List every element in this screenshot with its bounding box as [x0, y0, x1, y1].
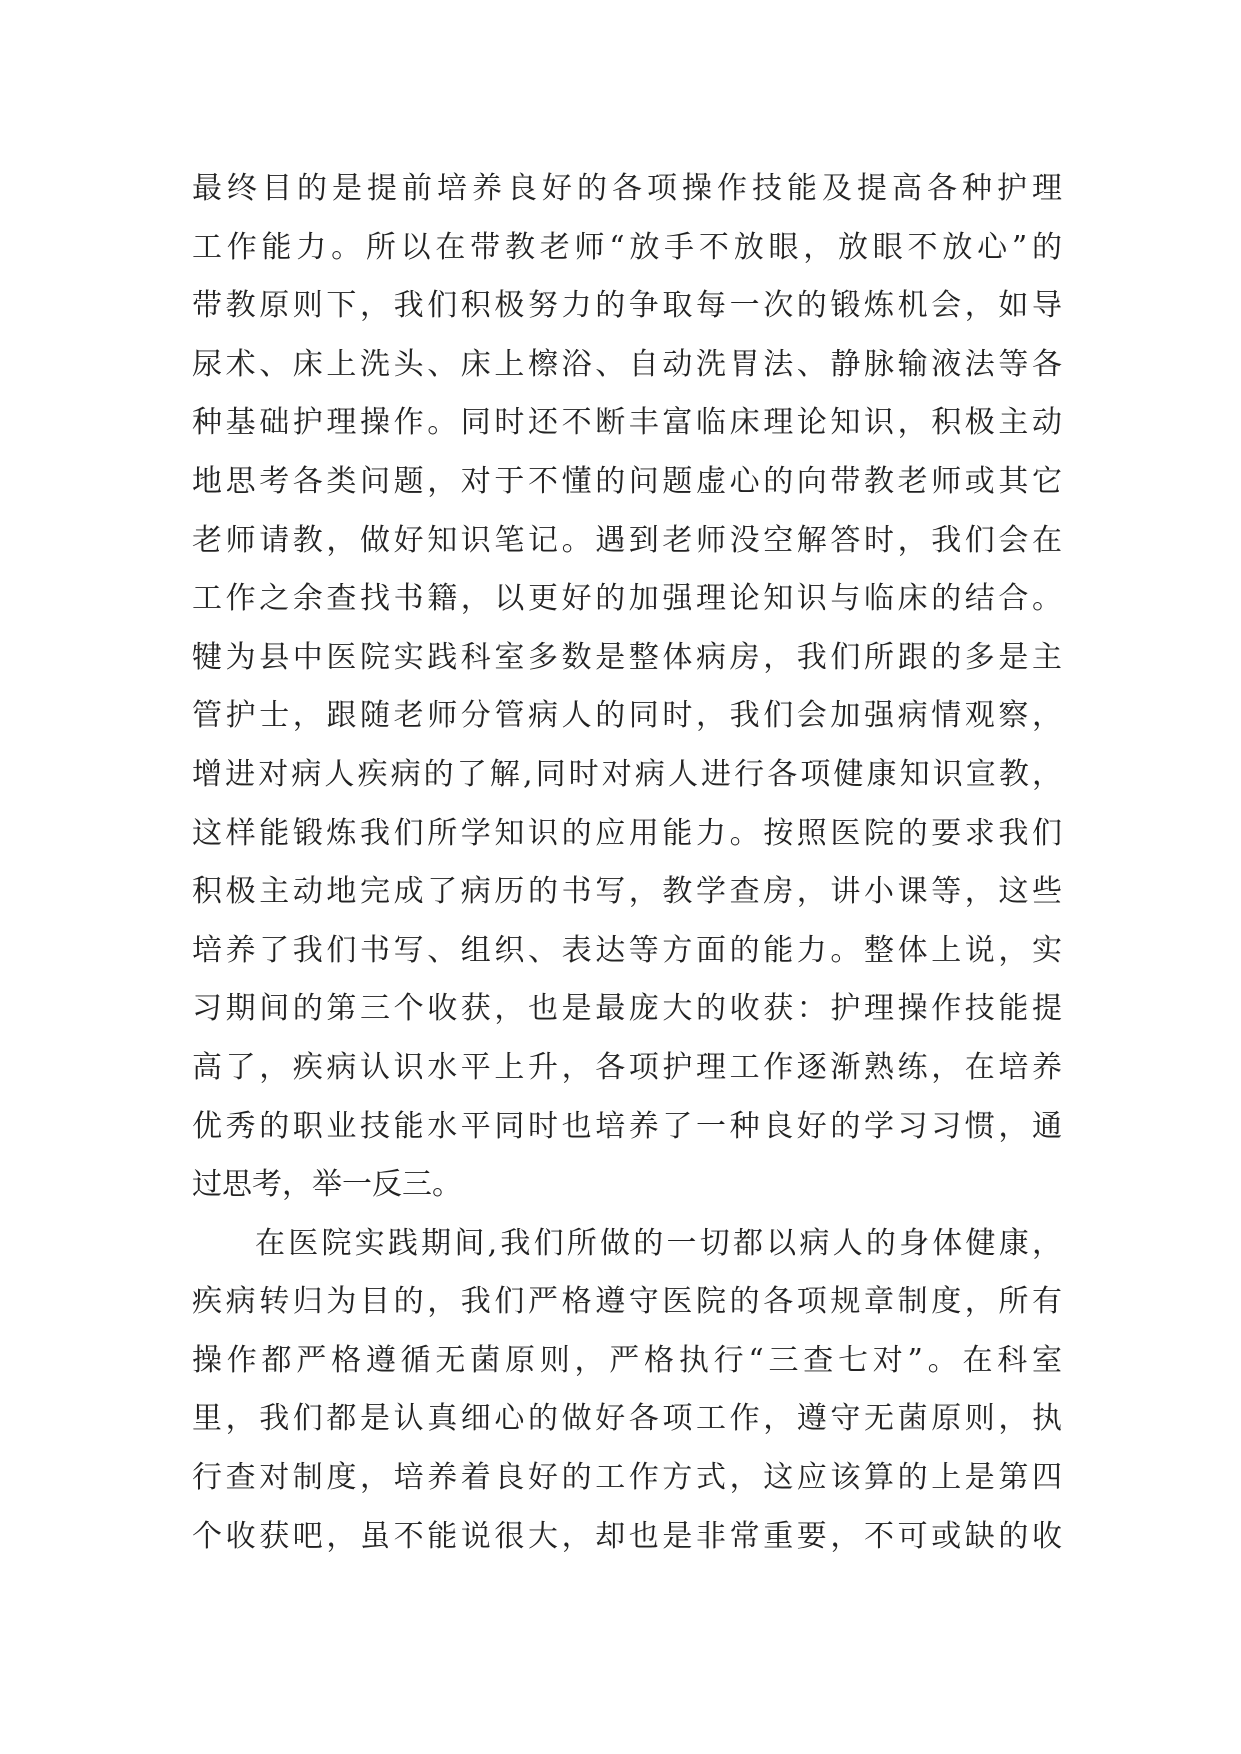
text-line: 最终目的是提前培养良好的各项操作技能及提高各种护理 — [192, 171, 1062, 206]
text-line: 增进对病人疾病的了解,同时对病人进行各项健康知识宣教， — [192, 756, 1062, 792]
text-line: 里，我们都是认真细心的做好各项工作，遵守无菌原则，执 — [192, 1401, 1062, 1437]
text-line: 种基础护理操作。同时还不断丰富临床理论知识，积极主动 — [192, 405, 1062, 441]
text-line: 过思考，举一反三。 — [192, 1167, 462, 1203]
text-line: 老师请教，做好知识笔记。遇到老师没空解答时，我们会在 — [192, 522, 1062, 558]
text-line: 尿术、床上洗头、床上檫浴、自动洗胃法、静脉输液法等各 — [192, 346, 1062, 382]
text-line: 培养了我们书写、组织、表达等方面的能力。整体上说，实 — [192, 932, 1062, 968]
text-line: 高了，疾病认识水平上升，各项护理工作逐渐熟练，在培养 — [192, 1049, 1062, 1085]
text-line: 操作都严格遵循无菌原则，严格执行“三查七对”。在科室 — [192, 1342, 1062, 1378]
document-body — [192, 160, 1062, 1566]
paragraph-2 — [192, 1215, 1062, 1567]
text-line: 习期间的第三个收获，也是最庞大的收获：护理操作技能提 — [192, 991, 1062, 1027]
text-line: 犍为县中医院实践科室多数是整体病房，我们所跟的多是主 — [192, 639, 1062, 675]
text-line: 疾病转归为目的，我们严格遵守医院的各项规章制度，所有 — [192, 1284, 1062, 1320]
text-line: 在医院实践期间,我们所做的一切都以病人的身体健康， — [255, 1225, 1062, 1261]
text-line: 积极主动地完成了病历的书写，教学查房，讲小课等，这些 — [192, 874, 1062, 910]
text-line: 行查对制度，培养着良好的工作方式，这应该算的上是第四 — [192, 1460, 1062, 1496]
text-line: 管护士，跟随老师分管病人的同时，我们会加强病情观察， — [192, 698, 1062, 734]
text-line: 这样能锻炼我们所学知识的应用能力。按照医院的要求我们 — [192, 815, 1062, 851]
text-line: 工作能力。所以在带教老师“放手不放眼，放眼不放心”的 — [192, 229, 1062, 265]
paragraph-1 — [192, 160, 1062, 1215]
text-line: 个收获吧，虽不能说很大，却也是非常重要，不可或缺的收 — [192, 1518, 1062, 1554]
text-line: 工作之余查找书籍，以更好的加强理论知识与临床的结合。 — [192, 581, 1062, 617]
text-line: 地思考各类问题，对于不懂的问题虚心的向带教老师或其它 — [192, 463, 1062, 499]
text-line: 优秀的职业技能水平同时也培养了一种良好的学习习惯，通 — [192, 1108, 1062, 1144]
text-line: 带教原则下，我们积极努力的争取每一次的锻炼机会，如导 — [192, 288, 1062, 324]
